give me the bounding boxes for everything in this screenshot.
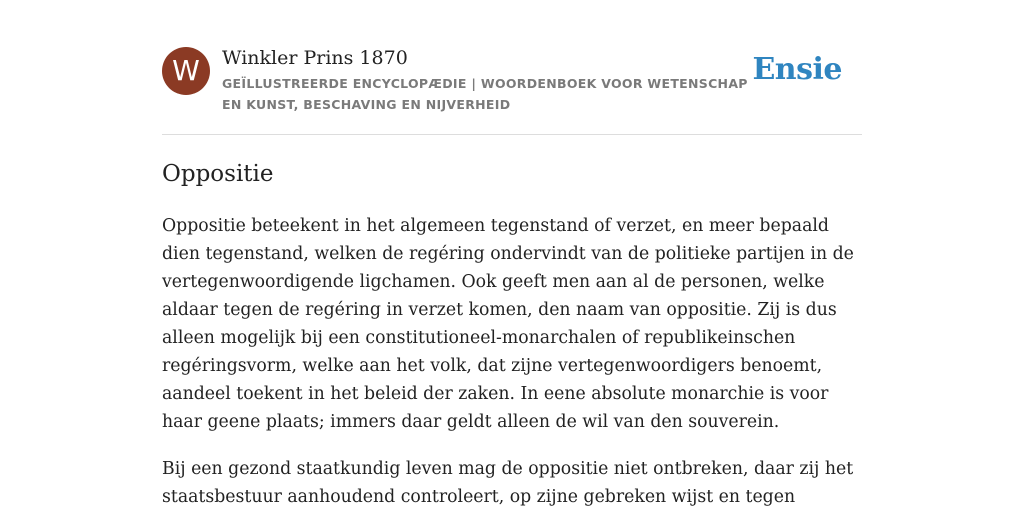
source-header: [162, 0, 862, 135]
article-paragraph: Bij een gezond staatkundig leven mag de oppositie niet ontbreken, daar zij het staatsbestuur aanhoudend controleert, op zijne gebreken wijst en tegen: [162, 459, 854, 507]
article-body: [162, 212, 862, 512]
page: [162, 0, 862, 507]
source-avatar[interactable]: W: [162, 47, 210, 95]
ensie-logo-link[interactable]: Ensie: [752, 52, 842, 87]
article-title: Oppositie: [162, 161, 274, 187]
source-subtitle: GEÏLLUSTREERDE ENCYCLOPÆDIE | WOORDENBOEK VOOR WETENSCHAP EN KUNST, BESCHAVING EN NIJVERHEID: [222, 76, 748, 112]
source-title[interactable]: Winkler Prins 1870: [222, 47, 408, 69]
article-paragraph: Oppositie beteekent in het algemeen tegenstand of verzet, en meer bepaald dien tegenstand, welken de regéring ondervindt van de politieke partijen in de vertegenwoordigende ligchamen. Ook geeft men aan al de personen, welke aldaar tegen de regéring in verzet komen, den naam van oppositie. Zij is dus alleen mogelijk bij een constitutioneel-monarchalen of republikeinschen regéringsvorm, welke aan het volk, dat zijne vertegenwoordigers benoemt, aandeel toekent in het beleid der zaken. In eene absolute monarchie is voor haar geene plaats; immers daar geldt alleen de wil van den souverein.: [162, 216, 854, 432]
